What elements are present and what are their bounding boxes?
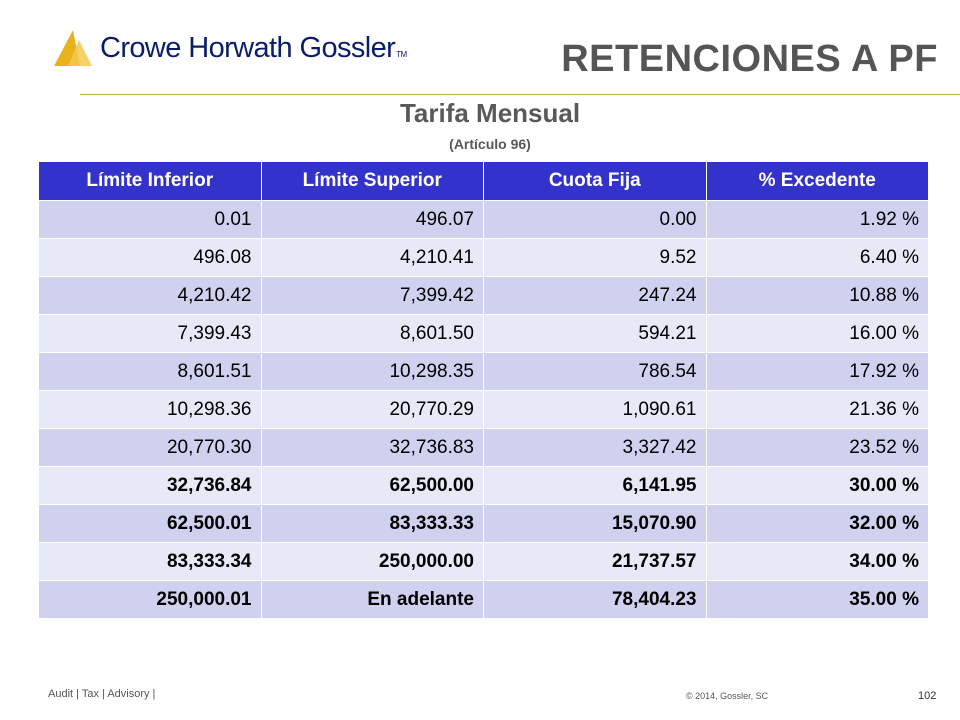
footer-services: Audit | Tax | Advisory | (48, 688, 156, 700)
logo-text: Crowe Horwath Gossler (100, 32, 396, 64)
column-header: % Excedente (706, 162, 929, 201)
table-cell: 32,736.83 (261, 429, 484, 467)
table-cell: 16.00 % (706, 315, 929, 353)
table-cell: 21,737.57 (484, 543, 707, 581)
table-cell: 7,399.43 (39, 315, 262, 353)
table-row (39, 467, 929, 505)
table-cell: 247.24 (484, 277, 707, 315)
rate-table (38, 162, 929, 618)
table-cell: 10,298.35 (261, 353, 484, 391)
column-header: Límite Inferior (39, 162, 262, 201)
table-cell: 496.08 (39, 239, 262, 277)
table-row (39, 581, 929, 619)
table-cell: 1,090.61 (484, 391, 707, 429)
table-cell: 15,070.90 (484, 505, 707, 543)
company-logo (52, 28, 407, 74)
page-number: 102 (918, 690, 937, 702)
table-cell: 250,000.00 (261, 543, 484, 581)
table-caption: (Artículo 96) (449, 136, 531, 152)
table-cell: 8,601.51 (39, 353, 262, 391)
table-cell: 1.92 % (706, 201, 929, 239)
table-cell: 83,333.34 (39, 543, 262, 581)
table-row (39, 429, 929, 467)
table-row (39, 353, 929, 391)
table-cell: 6.40 % (706, 239, 929, 277)
table-cell: 34.00 % (706, 543, 929, 581)
logo-mark-icon (52, 28, 96, 68)
table-cell: 3,327.42 (484, 429, 707, 467)
table-title: Tarifa Mensual (399, 98, 581, 128)
table-body (39, 201, 929, 619)
table-cell: 0.01 (39, 201, 262, 239)
table-row (39, 315, 929, 353)
table-header-row (39, 162, 929, 201)
table-cell: 250,000.01 (39, 581, 262, 619)
table-cell: 83,333.33 (261, 505, 484, 543)
table-row (39, 239, 929, 277)
table-cell: 32,736.84 (39, 467, 262, 505)
logo-trademark: TM (396, 50, 407, 59)
table-row (39, 543, 929, 581)
table-cell: 4,210.41 (261, 239, 484, 277)
table-cell: En adelante (261, 581, 484, 619)
table-cell: 17.92 % (706, 353, 929, 391)
table-cell: 62,500.01 (39, 505, 262, 543)
footer-copyright: © 2014, Gossler, SC (686, 691, 769, 701)
table-cell: 78,404.23 (484, 581, 707, 619)
table-cell: 20,770.30 (39, 429, 262, 467)
column-header: Cuota Fija (484, 162, 707, 201)
table-cell: 35.00 % (706, 581, 929, 619)
table-cell: 21.36 % (706, 391, 929, 429)
table-cell: 7,399.42 (261, 277, 484, 315)
table-row (39, 505, 929, 543)
table-cell: 62,500.00 (261, 467, 484, 505)
table-cell: 23.52 % (706, 429, 929, 467)
table-cell: 4,210.42 (39, 277, 262, 315)
table-cell: 8,601.50 (261, 315, 484, 353)
table-cell: 10.88 % (706, 277, 929, 315)
table-cell: 786.54 (484, 353, 707, 391)
table-cell: 496.07 (261, 201, 484, 239)
column-header: Límite Superior (261, 162, 484, 201)
header-divider (80, 94, 960, 95)
logo-wordmark (100, 32, 407, 65)
table-row (39, 391, 929, 429)
table-row (39, 277, 929, 315)
table-cell: 9.52 (484, 239, 707, 277)
table-row (39, 201, 929, 239)
page-title: RETENCIONES A PF (561, 38, 938, 80)
table-cell: 10,298.36 (39, 391, 262, 429)
table-cell: 30.00 % (706, 467, 929, 505)
table-cell: 6,141.95 (484, 467, 707, 505)
table-cell: 594.21 (484, 315, 707, 353)
table-cell: 0.00 (484, 201, 707, 239)
table-cell: 20,770.29 (261, 391, 484, 429)
table-cell: 32.00 % (706, 505, 929, 543)
